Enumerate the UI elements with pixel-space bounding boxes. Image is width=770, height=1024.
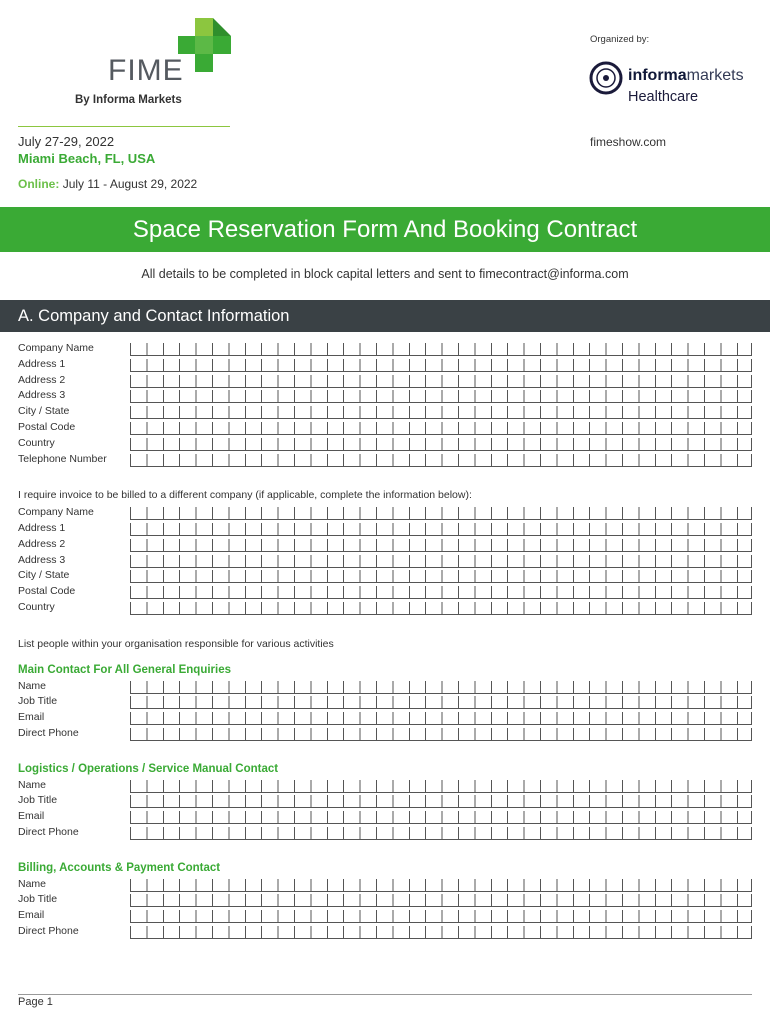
informa-globe-icon [588, 60, 624, 96]
invoice-city-state-input[interactable] [130, 570, 752, 583]
field-label: Telephone Number [18, 453, 107, 465]
telephone-input[interactable] [130, 454, 752, 467]
field-label: Country [18, 437, 55, 449]
section-a-header [0, 300, 770, 332]
informa-healthcare-label: Healthcare [628, 89, 699, 105]
invoice-country-input[interactable] [130, 602, 752, 615]
field-label: Address 3 [18, 389, 66, 401]
logistics-contact-job-title-input[interactable] [130, 795, 752, 808]
field-label: Direct Phone [18, 826, 79, 838]
field-label: Name [18, 680, 47, 692]
form-row [18, 388, 752, 404]
form-row [18, 710, 752, 726]
field-label: Company Name [18, 342, 94, 354]
logistics-contact-name-input[interactable] [130, 780, 752, 793]
address-2-input[interactable] [130, 375, 752, 388]
form-row [18, 877, 752, 893]
field-label: Name [18, 779, 47, 791]
logistics-contact-phone-input[interactable] [130, 827, 752, 840]
form-row [18, 809, 752, 825]
field-label: Postal Code [18, 421, 76, 433]
field-label: Job Title [18, 695, 58, 707]
main-contact-job-title-input[interactable] [130, 696, 752, 709]
invoice-postal-code-input[interactable] [130, 586, 752, 599]
form-row [18, 404, 752, 420]
field-label: Postal Code [18, 585, 76, 597]
form-row [18, 726, 752, 742]
main-contact-heading: Main Contact For All General Enquiries [18, 664, 231, 676]
field-label: Job Title [18, 893, 58, 905]
footer-divider [18, 994, 752, 995]
informa-markets-wordmark [628, 67, 744, 85]
field-label: City / State [18, 569, 70, 581]
fime-tagline: By Informa Markets [75, 94, 182, 106]
online-label: Online: [18, 177, 60, 191]
field-label: Address 2 [18, 374, 66, 386]
field-label: Email [18, 711, 45, 723]
invoice-note: I require invoice to be billed to a different company (if applicable, complete the information below): [18, 489, 472, 501]
informa-brand-bold: informa [628, 67, 687, 84]
form-row [18, 584, 752, 600]
website-link[interactable]: fimeshow.com [590, 135, 667, 149]
field-label: Job Title [18, 794, 58, 806]
field-label: Email [18, 909, 45, 921]
page-number: Page 1 [18, 996, 53, 1008]
main-contact-email-input[interactable] [130, 712, 752, 725]
billing-contact-name-input[interactable] [130, 879, 752, 892]
event-venue: Miami Beach, FL, USA [18, 151, 156, 166]
field-label: Address 3 [18, 554, 66, 566]
form-row [18, 436, 752, 452]
field-label: Name [18, 878, 47, 890]
logistics-contact-email-input[interactable] [130, 811, 752, 824]
invoice-company-name-input[interactable] [130, 507, 752, 520]
form-row [18, 373, 752, 389]
field-label: Direct Phone [18, 727, 79, 739]
address-3-input[interactable] [130, 390, 752, 403]
field-label: City / State [18, 405, 70, 417]
form-row [18, 537, 752, 553]
billing-contact-email-input[interactable] [130, 910, 752, 923]
field-label: Address 1 [18, 522, 66, 534]
main-contact-phone-input[interactable] [130, 728, 752, 741]
people-note: List people within your organisation responsible for various activities [18, 638, 334, 650]
field-label: Company Name [18, 506, 94, 518]
field-label: Address 1 [18, 358, 66, 370]
event-dates: July 27-29, 2022 [18, 134, 115, 149]
form-title: Space Reservation Form And Booking Contract [132, 216, 638, 243]
field-label: Email [18, 810, 45, 822]
form-row [18, 420, 752, 436]
form-row [18, 568, 752, 584]
billing-contact-phone-input[interactable] [130, 926, 752, 939]
invoice-address-1-input[interactable] [130, 523, 752, 536]
billing-contact-heading: Billing, Accounts & Payment Contact [18, 862, 221, 874]
instructions-text: All details to be completed in block capital letters and sent to fimecontract@informa.com [141, 267, 629, 281]
form-row [18, 357, 752, 373]
city-state-input[interactable] [130, 406, 752, 419]
field-label: Direct Phone [18, 925, 79, 937]
country-input[interactable] [130, 438, 752, 451]
title-banner [0, 207, 770, 252]
billing-contact-job-title-input[interactable] [130, 894, 752, 907]
form-row [18, 600, 752, 616]
organized-by-label: Organized by: [590, 34, 650, 45]
form-row [18, 694, 752, 710]
form-row [18, 553, 752, 569]
header-divider [18, 126, 230, 127]
field-label: Country [18, 601, 55, 613]
company-name-input[interactable] [130, 343, 752, 356]
form-row [18, 452, 752, 468]
informa-brand-light: markets [686, 67, 744, 84]
form-row [18, 793, 752, 809]
online-dates: July 11 - August 29, 2022 [62, 177, 198, 191]
form-row [18, 341, 752, 357]
postal-code-input[interactable] [130, 422, 752, 435]
form-row [18, 778, 752, 794]
fime-wordmark: FIME [108, 54, 184, 87]
address-1-input[interactable] [130, 359, 752, 372]
invoice-address-3-input[interactable] [130, 555, 752, 568]
field-label: Address 2 [18, 538, 66, 550]
form-row [18, 825, 752, 841]
section-a-title: A. Company and Contact Information [18, 307, 290, 325]
online-dates-line [18, 177, 197, 191]
form-row [18, 908, 752, 924]
invoice-address-2-input[interactable] [130, 539, 752, 552]
form-row [18, 892, 752, 908]
main-contact-name-input[interactable] [130, 681, 752, 694]
form-row [18, 521, 752, 537]
form-row [18, 679, 752, 695]
form-row [18, 505, 752, 521]
form-row [18, 924, 752, 940]
logistics-contact-heading: Logistics / Operations / Service Manual Contact [18, 763, 279, 775]
